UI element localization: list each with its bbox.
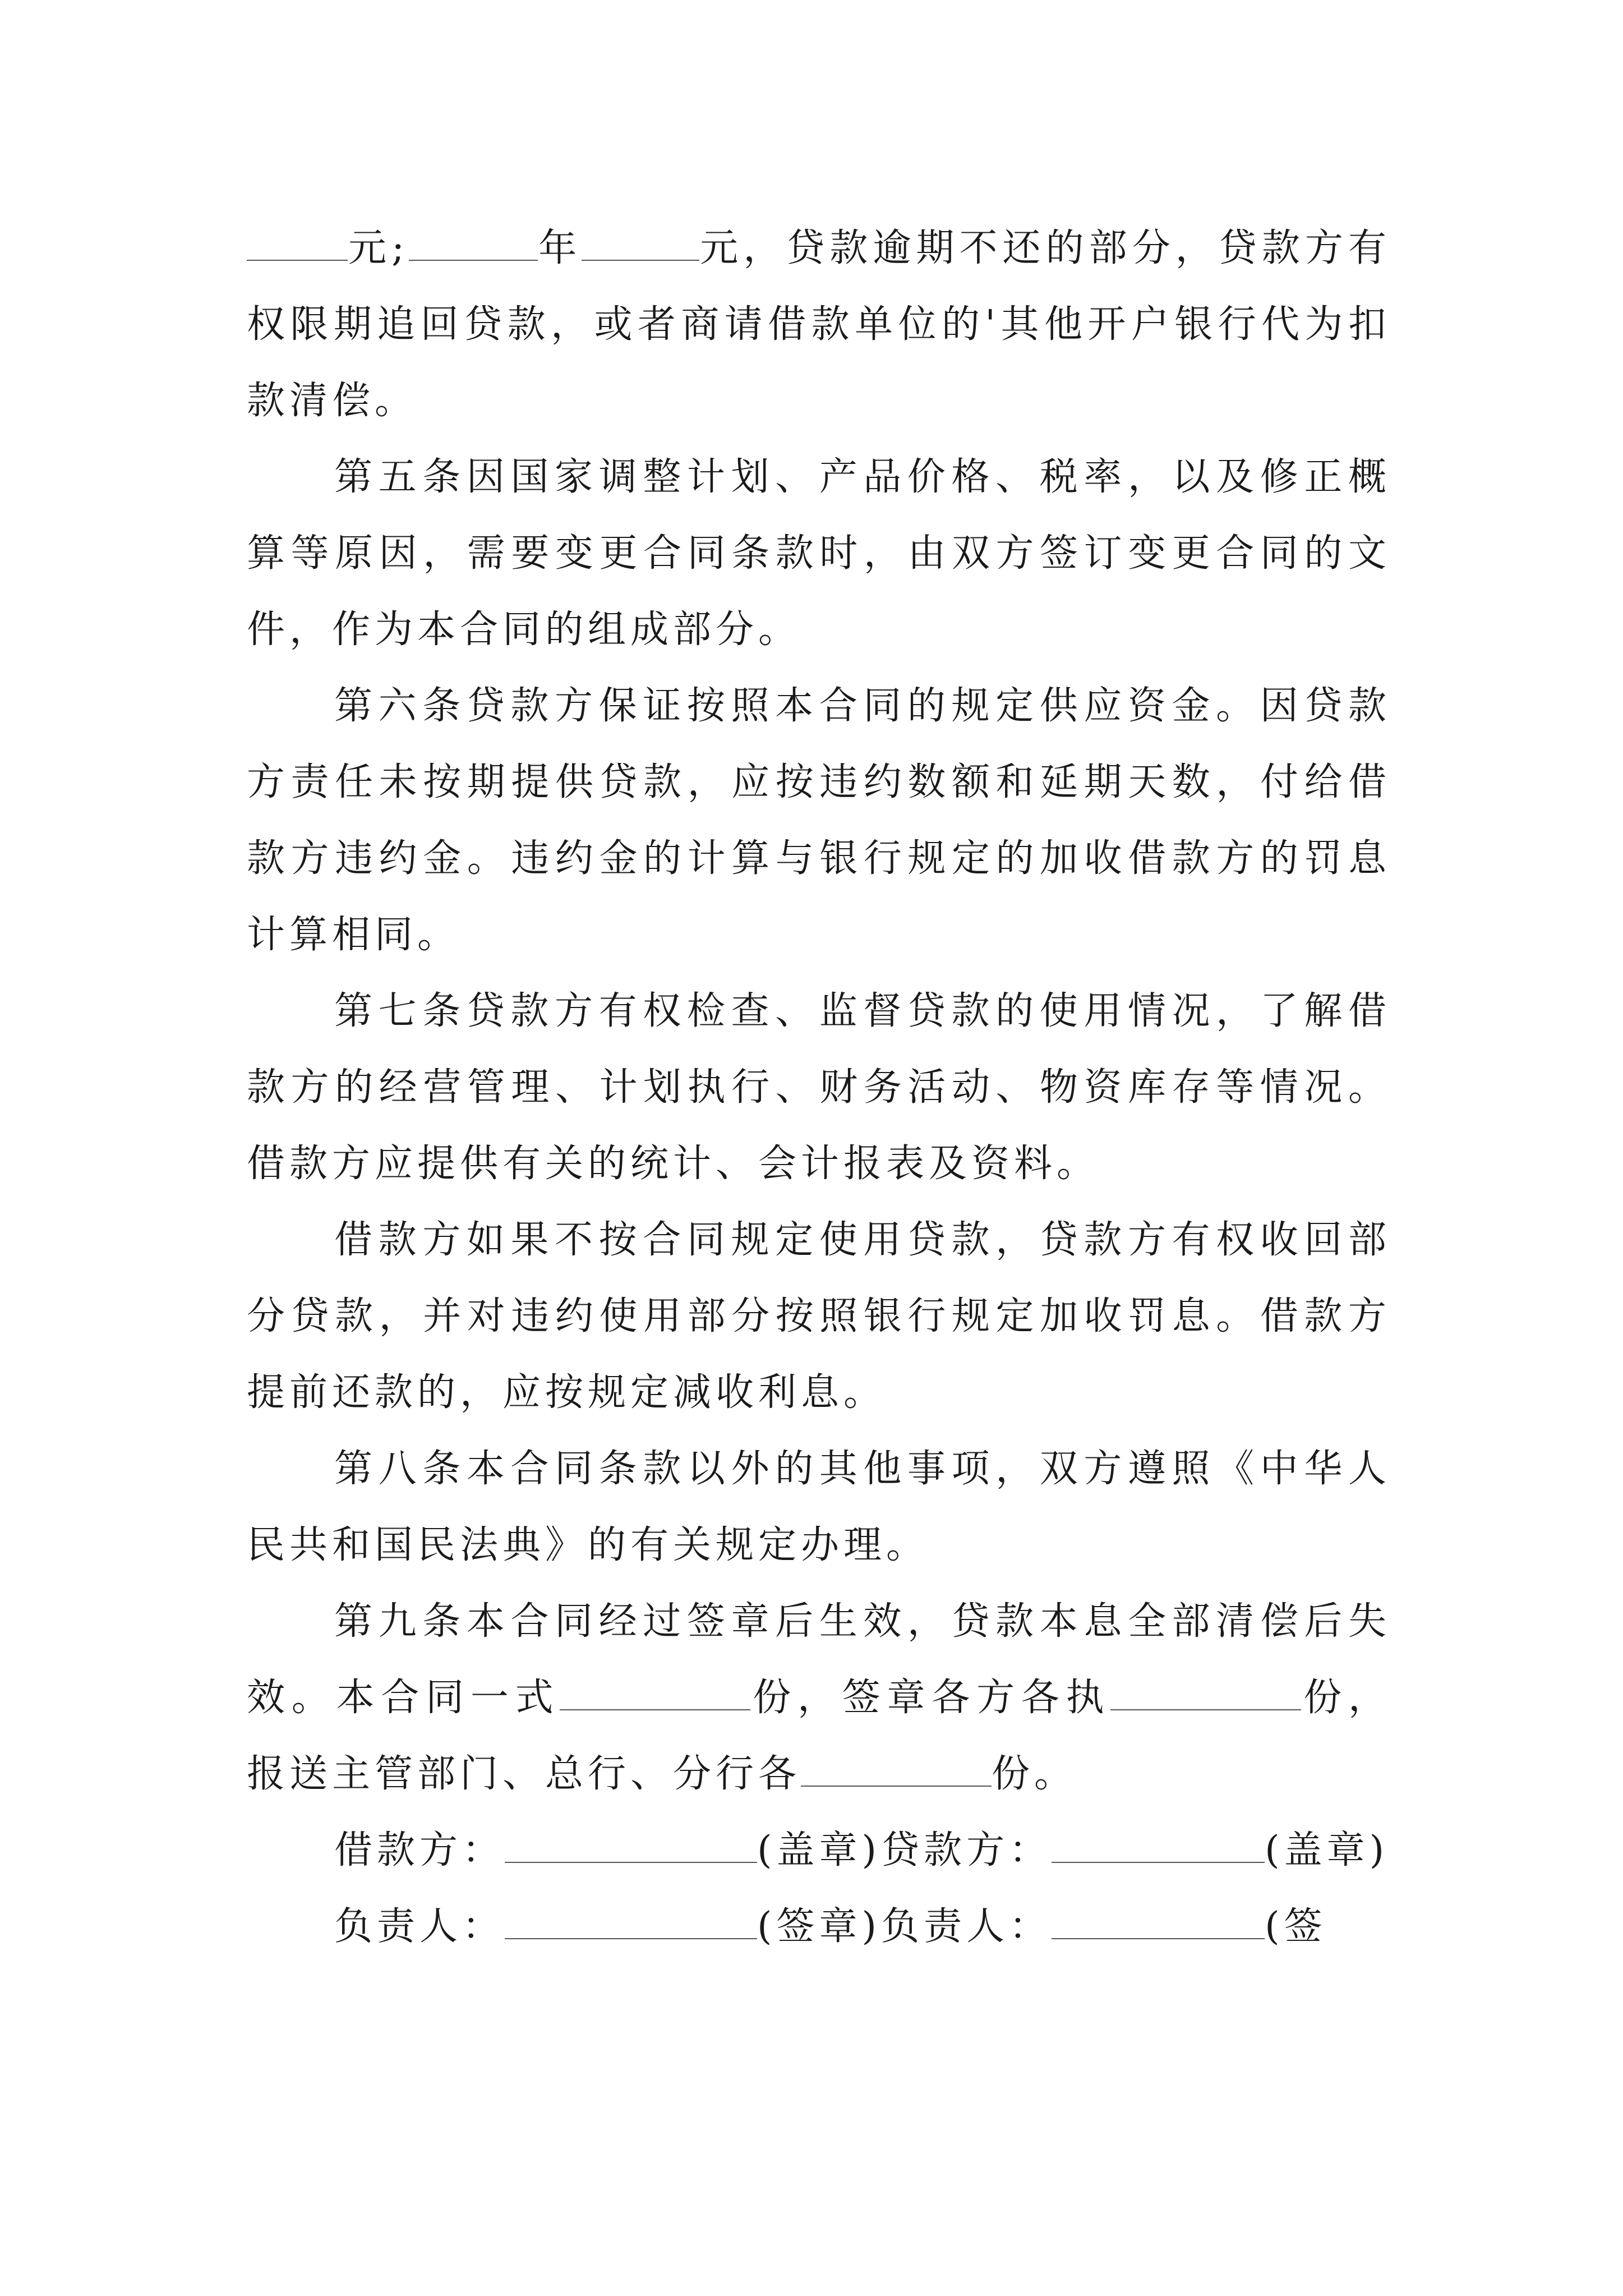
text-fragment: 第九条本合同经过签章后生效，贷款本息全部清偿后失效。本合同一式 [247,1599,1391,1720]
responsible-blank-2 [1052,1906,1265,1939]
responsible-blank [505,1906,757,1939]
text-fragment: 元，贷款逾期不还的部分，贷款方 [699,226,1348,270]
article-7-continued: 借款方如果不按合同规定使用贷款，贷款方有权收回部分贷款，并对违约使用部分按照银行规定加收罚息。借款方提前还款的，应按规定减收利息。 [247,1218,1391,1415]
amount-blank [247,227,348,261]
borrower-signature-line [247,1812,1391,1889]
borrower-seal: (盖章) [757,1828,882,1872]
article-7: 第七条贷款方有权检查、监督贷款的使用情况，了解借款方的经营管理、计划执行、财务活动、物资库存等情况。借款方应提供有关的统计、会计报表及资料。 [247,989,1391,1186]
text-fragment: 有权限期追回贷款，或者商请借款单位的'其他开户银行代为扣款清偿。 [247,226,1391,423]
lender-seal: (盖章) [1265,1828,1389,1872]
article-8: 第八条本合同条款以外的其他事项，双方遵照《中华人民共和国民法典》的有关规定办理。 [247,1447,1391,1567]
year-blank [409,227,538,261]
responsible-label-2: 负责人： [881,1904,1052,1949]
borrower-blank [505,1829,757,1863]
article-5: 第五条因国家调整计划、产品价格、税率，以及修正概算等原因，需要变更合同条款时，由双方签订变更合同的文件，作为本合同的组成部分。 [247,455,1391,652]
repayment-paragraph [247,210,1391,439]
article-6: 第六条贷款方保证按照本合同的规定供应资金。因贷款方责任未按期提供贷款，应按违约数额和延期天数，付给借款方违约金。违约金的计算与银行规定的加收借款方的罚息计算相同。 [247,684,1391,957]
text-fragment: 份，报送主管部门、总行、分行各 [247,1676,1391,1796]
lender-label: 贷款方： [881,1828,1052,1872]
document-body [247,210,1391,1965]
responsible-signature-line [247,1889,1391,1965]
text-fragment: 份。 [992,1752,1077,1796]
borrower-label: 借款方： [334,1828,505,1872]
copies-each-blank [1110,1677,1301,1710]
text-fragment: 元; [348,226,409,270]
responsible-seal: (签章) [757,1904,882,1949]
lender-blank [1052,1829,1265,1863]
text-fragment: 份，签章各方各执 [750,1676,1111,1720]
responsible-label: 负责人： [334,1904,505,1949]
responsible-seal-2: (签 [1265,1904,1327,1949]
amount-blank [582,227,699,261]
copies-blank [560,1677,750,1710]
article-9 [247,1584,1391,1812]
text-fragment: 年 [538,226,582,270]
copies-report-blank [801,1753,992,1787]
